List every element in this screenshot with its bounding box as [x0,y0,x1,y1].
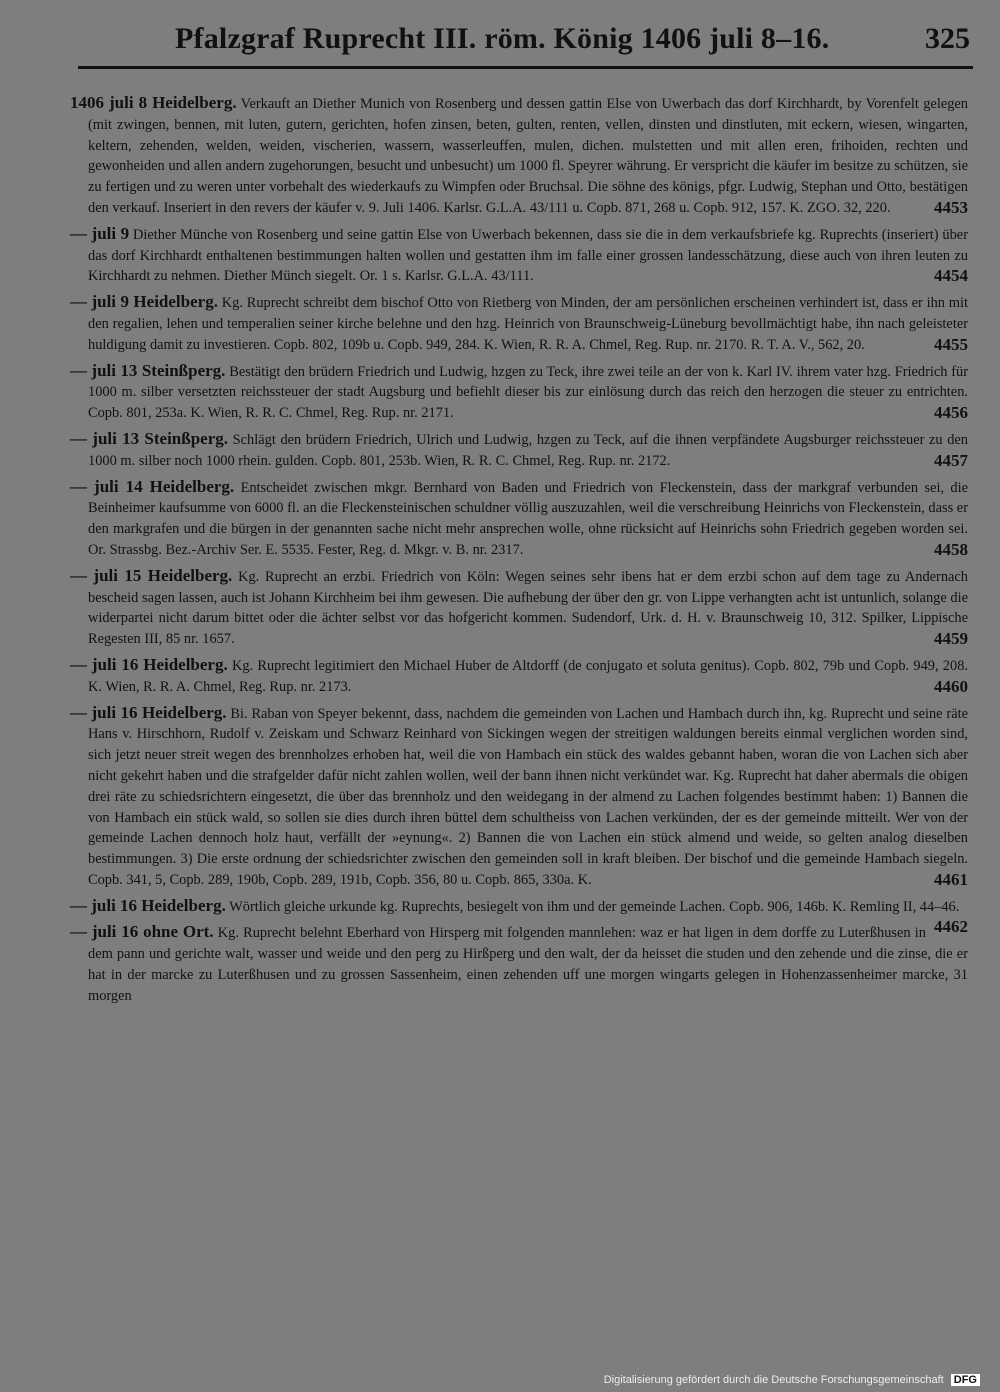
entry-date-place: — juli 9 Heidelberg. [70,292,218,312]
regest-entry [70,654,968,698]
entry-number: 4456 [934,403,968,423]
entry-number: 4461 [934,869,968,889]
regest-entry [70,702,968,891]
entry-text: Entscheidet zwischen mkgr. Bernhard von Baden und Friedrich von Fleckenstein, dass der markgraf verbunden sei, die Beinheimer kaufsumme von 6000 fl. an die Fleckensteinischen schuldner völlig auszuzahlen, weil die verschreibung Heinrichs von Fleckenstein, dass er den markgrafen und die bürgen in der genannten sache nicht mehr ansprechen wolle, ohne rücksicht auf Heinrichs sohn Friedrich gegeben worden sei. Or. Strassbg. Bez.-Archiv Ser. E. 5535. Fester, Reg. d. Mkgr. v. B. nr. 2317. [88,479,969,558]
entry-date-place: — juli 14 Heidelberg. [70,476,235,496]
entry-text: Kg. Ruprecht belehnt Eberhard von Hirsperg mit folgenden mannlehen: waz er hat ligen in dem dorffe zu Luterßhusen in dem pann und gerichte walt, wasser und weide und den perg zu Hirßperg und den walt, der da heisset die studen und den zehende und die zinse, die er hat in der marcke zu Luterßhusen und zu grossen Sassenheim, einen zehenden uff une morgen wingarts gelegen in Hohenzassenheimer marcke, 31 morgen [88,925,968,1004]
entry-number: 4458 [934,539,968,559]
entry-date-place: — juli 16 Heidelberg. [70,895,226,915]
entry-text: Kg. Ruprecht an erzbi. Friedrich von Köln: Wegen seines sehr ibens hat er dem erzbi schon auf dem tage zu Andernach bescheid sagen lassen, auch ist Johann Kirchheim bei ihm gewesen. Die aufhebung der über den gr. von Lippe verhangten acht ist untunlich, solange die widerpartei nicht darum bittet oder die ächter selbst vor das hofgericht kommen. Sudendorf, Urk. d. H. v. Braunschweig 10, 312. Spilker, Lippische Regesten III, 85 nr. 1657. [88,568,968,648]
regest-entry [70,292,968,355]
page-header [0,22,1000,66]
dfg-logo: DFG [951,1374,980,1386]
entry-text: Verkauft an Diether Munich von Rosenberg und dessen gattin Else von Uwerbach das dorf Kirchhardt, by Vorenfelt gelegen (mit zwingen, bennen, mit luten, gutern, gerichten, hofen zinsen, beten, gulten, renten, vellen, dinsten und dinstluten, mit eckern, wiesen, wingarten, keltern, zehenden, welden, weiden, vischerien, wassern, wasserleuffen, mulen, dichen. mulstetten und mit allen eren, frihoiden, rechten und gewonheiden und allen andern zugehorungen, besucht und unbesucht) um 1000 fl. Speyrer währung. Er verspricht die käufer im besitze zu schützen, sie zu fertigen und zu weren unter vorbehalt des wiederkaufs zu Wimpfen oder Bruchsal. Die söhne des königs, pfgr. Ludwig, Stephan und Otto, bestätigen den verkauf. Inseriert in den revers der käufer v. 9. Juli 1406. Karlsr. G.L.A. 43/111 u. Copb. 871, 268 u. Copb. 912, 157. K. ZGO. 32, 220. [88,96,968,216]
entry-text: Kg. Ruprecht legitimiert den Michael Huber de Altdorff (de conjugato et soluta genitus). Copb. 802, 79b und Copb. 949, 208. K. Wien, R. R. A. Chmel, Reg. Rup. nr. 2173. [88,657,968,695]
regest-entry [70,223,968,287]
header-rule [78,66,973,69]
regest-entry [70,360,968,424]
entry-number: 4455 [934,334,968,354]
entry-text: Wörtlich gleiche urkunde kg. Ruprechts, besiegelt von ihm und der gemeinde Lachen. Copb. 906, 146b. K. Remling II, 44–46. [229,898,960,915]
entry-text: Schlägt den brüdern Friedrich, Ulrich und Ludwig, hzgen zu Teck, auf die ihnen verpfändete Augsburger reichssteuer zu den 1000 m. silber noch 1000 rhein. gulden. Copb. 801, 253b. Wien, R. R. C. Chmel, Reg. Rup. nr. 2172. [88,431,968,469]
entry-number: 4462 [934,917,968,937]
page-number: 325 [925,22,970,55]
entry-number: 4457 [934,450,968,470]
regest-entry [70,476,969,561]
entry-text: Diether Münche von Rosenberg und seine gattin Else von Uwerbach bekennen, dass sie die in dem verkaufsbriefe kg. Ruprechts (inseriert) über das dorf Kirchhardt enthaltenen bestimmungen halten wollen und gestatten ihm im falle einer grossen landesschätzung, diese auch von ihren leuten zu Kirchhardt zu nehmen. Diether Münch siegelt. Or. 1 s. Karlsr. G.L.A. 43/111. [88,226,968,285]
entry-date-place: — juli 9 [70,223,130,243]
regest-entry [70,428,968,472]
entry-date-place: — juli 13 Steinßperg. [70,428,229,448]
entry-date-place: — juli 13 Steinßperg. [70,360,226,380]
entry-text: Kg. Ruprecht schreibt dem bischof Otto von Rietberg von Minden, der am persönlichen erscheinen verhindert ist, dass er ihn mit den regalien, lehen und temperalien seiner kirche belehne und den hzg. Heinrich von Braunschweig-Lüneburg bevollmächtigt habe, ihn nach geleisteter huldigung damit zu investieren. Copb. 802, 109b u. Copb. 949, 284. K. Wien, R. R. A. Chmel, Reg. Rup. nr. 2170. R. T. A. V., 562, 20. [88,295,968,353]
regest-entry [70,93,968,219]
entry-number: 4454 [934,266,968,286]
entry-number: 4459 [934,629,968,649]
entry-date-place: — juli 16 Heidelberg. [70,702,227,722]
entry-number: 4460 [934,676,968,696]
regesta-list [0,93,1000,1012]
entry-date-place: 1406 juli 8 Heidelberg. [70,93,237,112]
regest-entry [70,922,968,1006]
entry-text: Bi. Raban von Speyer bekennt, dass, nachdem die gemeinden von Lachen und Hambach durch ihn, kg. Ruprecht und seine räte Hans v. Hirschhorn, Rudolf v. Zeiskam und Schwarz Reinhard von Sickingen wegen der streitigen waldungen bereits einmal verglichen worden sind, sich jetzt neuer streit wegen des brennholzes erhoben hat, weil die von Hambach ein stück des waldes gebannt haben, woran die von Lachen sich aber nicht gekehrt haben und die strafgelder dafür nicht zahlen wollen, weil der bann ihnen nicht verkündet war. Kg. Ruprecht hat daher abermals die obigen drei räte zu schiedsrichtern eingesetzt, die über das brennholz und den weidegang in der almend zu Lachen folgendes bestimmt haben: 1) Bannen die von Hambach ein stück wald, so sollen sie dies durch ihren büttel dem schultheiss von Lachen verkünden, der es der gemeinde mitteilt. Wer von der gemeinde Lachen dennoch holz haut, verfällt der »eynung«. 2) Bannen die von Lachen ein stück almend und weide, so gelten analog dieselben bestimmungen. 3) Die erste ordnung der schiedsrichter zwischen den gemeinden soll in kraft bleiben. Der bischof und die gemeinde Hambach siegeln. Copb. 341, 5, Copb. 289, 190b, Copb. 289, 191b, Copb. 356, 80 u. Copb. 865, 330a. K. [88,705,968,888]
funding-notice: Digitalisierung gefördert durch die Deutsche Forschungsgemeinschaft [603,1374,944,1386]
entry-text: Bestätigt den brüdern Friedrich und Ludwig, hzgen zu Teck, ihre zwei teile an der von k. Karl IV. ihrem vater hzg. Friedrich für 1000 m. silber versetzten reichssteuer der stadt Augsburg und befiehlt dieser bis zur einlösung durch das reich den herzogen die steuer zu entrichten. Copb. 801, 253a. K. Wien, R. R. C. Chmel, Reg. Rup. nr. 2171. [88,363,968,422]
running-title: Pfalzgraf Ruprecht III. röm. König 1406 juli 8–16. [175,22,830,55]
entry-date-place: — juli 16 ohne Ort. [70,922,214,942]
regest-entry [70,565,968,650]
funding-footer [560,1374,980,1386]
entry-date-place: — juli 16 Heidelberg. [70,654,228,674]
entry-date-place: — juli 15 Heidelberg. [70,565,233,585]
entry-number: 4453 [934,197,968,217]
